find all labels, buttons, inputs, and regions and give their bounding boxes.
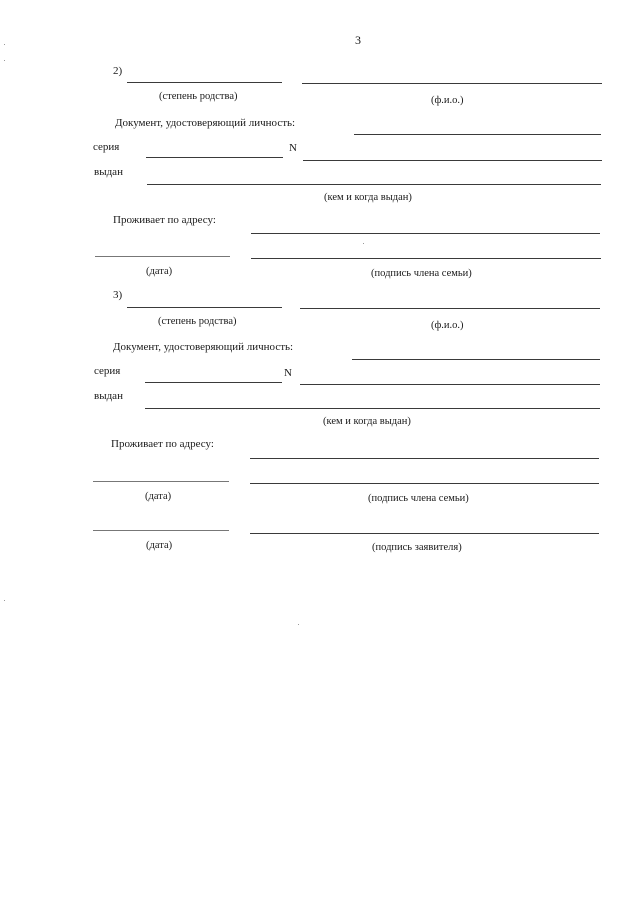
address-label-3: Проживает по адресу: — [111, 438, 214, 450]
signature-caption-2: (подпись члена семьи) — [371, 268, 472, 279]
address-label-2: Проживает по адресу: — [113, 214, 216, 226]
number-line-3 — [300, 384, 600, 385]
fio-line-3 — [300, 308, 600, 309]
fio-caption-3: (ф.и.о.) — [431, 320, 464, 331]
date-line-2 — [95, 256, 230, 257]
number-sign-2: N — [289, 142, 297, 154]
id-document-line-2 — [354, 134, 601, 135]
section-2-number: 2) — [113, 65, 123, 77]
date-caption-2: (дата) — [146, 266, 173, 277]
fio-line-2 — [302, 83, 602, 84]
signature-line-3 — [250, 483, 599, 484]
issued-label-2: выдан — [94, 166, 123, 178]
address-line-2 — [251, 233, 600, 234]
applicant-signature-caption: (подпись заявителя) — [372, 542, 462, 553]
applicant-signature-line — [250, 533, 599, 534]
series-label-2: серия — [93, 141, 120, 153]
issued-line-3 — [145, 408, 600, 409]
series-line-3 — [145, 382, 282, 383]
page-number: 3 — [355, 33, 361, 47]
relationship-caption-3: (степень родства) — [158, 316, 237, 327]
section-3-number: 3) — [113, 289, 123, 301]
relationship-caption-2: (степень родства) — [159, 91, 238, 102]
relationship-line-3 — [127, 307, 282, 308]
id-document-line-3 — [352, 359, 600, 360]
address-line-3 — [250, 458, 599, 459]
applicant-date-caption: (дата) — [146, 540, 173, 551]
signature-line-2 — [251, 258, 601, 259]
issued-caption-3: (кем и когда выдан) — [323, 416, 411, 427]
issued-line-2 — [147, 184, 601, 185]
issued-label-3: выдан — [94, 390, 123, 402]
issued-caption-2: (кем и когда выдан) — [324, 192, 412, 203]
number-sign-3: N — [284, 367, 292, 379]
relationship-line-2 — [127, 82, 282, 83]
id-document-label-3: Документ, удостоверяющий личность: — [113, 341, 294, 353]
number-line-2 — [303, 160, 602, 161]
date-caption-3: (дата) — [145, 491, 172, 502]
series-label-3: серия — [94, 365, 121, 377]
applicant-date-line — [93, 530, 229, 531]
signature-caption-3: (подпись члена семьи) — [368, 493, 469, 504]
fio-caption-2: (ф.и.о.) — [431, 95, 464, 106]
date-line-3 — [93, 481, 229, 482]
id-document-label-2: Документ, удостоверяющий личность: — [115, 117, 296, 129]
series-line-2 — [146, 157, 283, 158]
